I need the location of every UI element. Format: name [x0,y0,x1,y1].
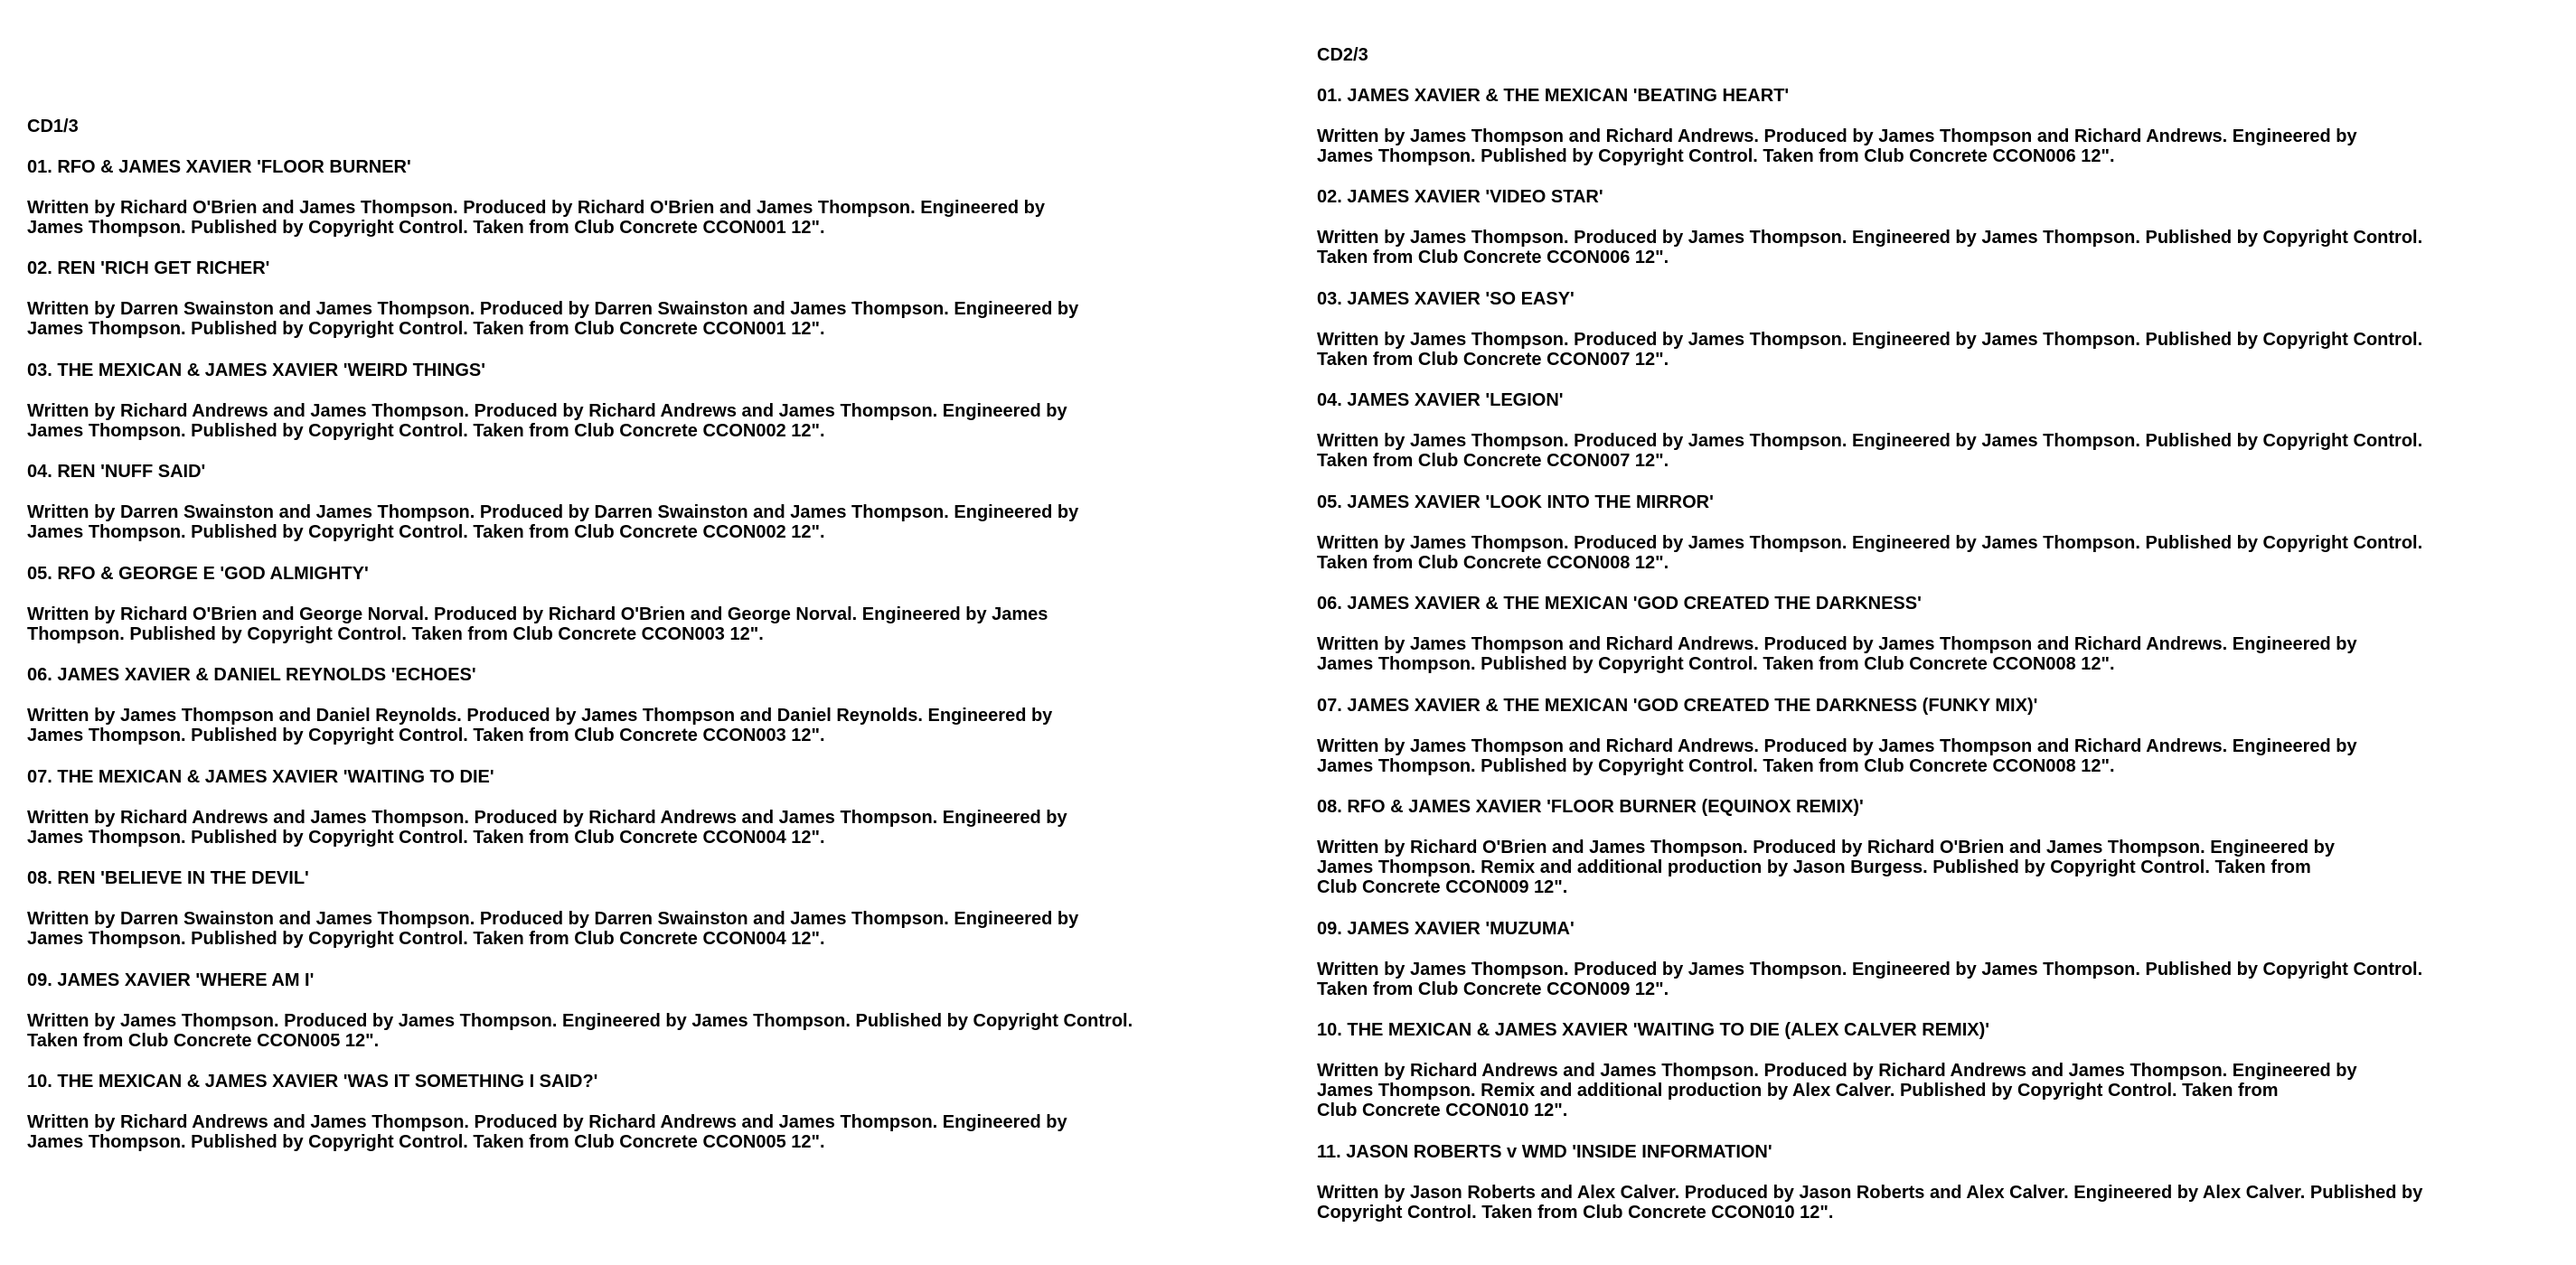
cd2-track-02-title: 02. JAMES XAVIER 'VIDEO STAR' [1317,187,1603,207]
credits-line: Written by Richard Andrews and James Thompson. Produced by Richard Andrews and James Thompson. Engineered by [27,1112,1067,1132]
credits-line: Written by Darren Swainston and James Thompson. Produced by Darren Swainston and James Thompson. Engineered by [27,299,1079,319]
credits-line: Written by Richard Andrews and James Thompson. Produced by Richard Andrews and James Thompson. Engineered by [27,808,1067,828]
cd1-track-10-credits [27,1112,1067,1152]
cd1-label: CD1/3 [27,117,79,136]
credits-line: James Thompson. Published by Copyright Control. Taken from Club Concrete CCON008 12". [1317,654,2115,674]
credits-line: James Thompson. Published by Copyright Control. Taken from Club Concrete CCON002 12". [27,522,825,542]
cd2-track-05-credits [1317,533,2422,573]
credits-line: Written by James Thompson and Daniel Reynolds. Produced by James Thompson and Daniel Reynolds. Engineered by [27,706,1053,726]
credits-line: James Thompson. Published by Copyright Control. Taken from Club Concrete CCON002 12". [27,421,825,441]
cd2-track-09-credits [1317,960,2422,999]
cd2-track-08-title: 08. RFO & JAMES XAVIER 'FLOOR BURNER (EQUINOX REMIX)' [1317,797,1864,817]
credits-line: Written by Jason Roberts and Alex Calver. Produced by Jason Roberts and Alex Calver. Engineered by Alex Calver. Published by [1317,1183,2423,1203]
credits-line: James Thompson. Published by Copyright Control. Taken from Club Concrete CCON001 12". [27,319,825,339]
cd2-track-01-credits [1317,126,2357,166]
cd1-track-10-title: 10. THE MEXICAN & JAMES XAVIER 'WAS IT SOMETHING I SAID?' [27,1072,598,1092]
credits-line: James Thompson. Published by Copyright Control. Taken from Club Concrete CCON008 12". [1317,756,2115,776]
credits-line: Taken from Club Concrete CCON005 12". [27,1031,380,1051]
credits-line: Taken from Club Concrete CCON007 12". [1317,350,1669,370]
cd2-track-07-credits [1317,736,2357,776]
cd1-track-09-credits [27,1011,1133,1051]
credits-line: Written by Richard O'Brien and James Thompson. Produced by Richard O'Brien and James Thompson. Engineered by [27,198,1046,218]
credits-line: Written by James Thompson and Richard Andrews. Produced by James Thompson and Richard Andrews. Engineered by [1317,736,2357,756]
cd1-track-06-credits [27,706,1052,745]
credits-line: James Thompson. Published by Copyright Control. Taken from Club Concrete CCON004 12". [27,929,825,949]
credits-line: James Thompson. Published by Copyright Control. Taken from Club Concrete CCON005 12". [27,1132,825,1152]
cd1-track-06-title: 06. JAMES XAVIER & DANIEL REYNOLDS 'ECHOES' [27,665,476,685]
cd2-track-08-credits [1317,838,2335,897]
credits-line: Written by Richard O'Brien and George Norval. Produced by Richard O'Brien and George Norval. Engineered by James [27,604,1048,624]
cd2-label: CD2/3 [1317,45,1368,65]
cd1-track-04-title: 04. REN 'NUFF SAID' [27,462,206,482]
credits-line: Club Concrete CCON009 12". [1317,877,1568,897]
credits-line: Taken from Club Concrete CCON006 12". [1317,248,1669,267]
cd2-track-05-title: 05. JAMES XAVIER 'LOOK INTO THE MIRROR' [1317,492,1714,512]
credits-line: Written by James Thompson. Produced by James Thompson. Engineered by James Thompson. Published by Copyright Control. [1317,330,2423,350]
credits-line: Written by Darren Swainston and James Thompson. Produced by Darren Swainston and James Thompson. Engineered by [27,909,1079,929]
credits-line: Club Concrete CCON010 12". [1317,1101,1568,1120]
credits-line: Taken from Club Concrete CCON008 12". [1317,553,1669,573]
credits-line: Written by James Thompson and Richard Andrews. Produced by James Thompson and Richard Andrews. Engineered by [1317,634,2357,654]
credits-line: James Thompson. Published by Copyright Control. Taken from Club Concrete CCON003 12". [27,726,825,745]
cd2-track-06-credits [1317,634,2357,674]
cd2-track-03-title: 03. JAMES XAVIER 'SO EASY' [1317,289,1575,309]
cd2-track-10-credits [1317,1061,2357,1120]
credits-line: Written by James Thompson. Produced by James Thompson. Engineered by James Thompson. Published by Copyright Control. [1317,228,2423,248]
credits-line: Written by Richard Andrews and James Thompson. Produced by Richard Andrews and James Thompson. Engineered by [27,401,1067,421]
cd1-track-08-title: 08. REN 'BELIEVE IN THE DEVIL' [27,868,309,888]
cd2-track-02-credits [1317,228,2422,267]
cd2-track-11-credits [1317,1183,2422,1223]
credits-line: Written by James Thompson. Produced by James Thompson. Engineered by James Thompson. Published by Copyright Control. [1317,533,2423,553]
credits-line: Thompson. Published by Copyright Control. Taken from Club Concrete CCON003 12". [27,624,764,644]
cd1-track-01-title: 01. RFO & JAMES XAVIER 'FLOOR BURNER' [27,157,411,177]
credits-line: Copyright Control. Taken from Club Concrete CCON010 12". [1317,1203,1834,1223]
cd2-track-01-title: 01. JAMES XAVIER & THE MEXICAN 'BEATING HEART' [1317,86,1790,106]
cd2-track-09-title: 09. JAMES XAVIER 'MUZUMA' [1317,919,1575,939]
credits-line: Taken from Club Concrete CCON007 12". [1317,451,1669,471]
cd2-track-07-title: 07. JAMES XAVIER & THE MEXICAN 'GOD CREATED THE DARKNESS (FUNKY MIX)' [1317,696,2038,716]
cd1-track-03-title: 03. THE MEXICAN & JAMES XAVIER 'WEIRD THINGS' [27,361,485,380]
cd1-track-02-credits [27,299,1078,339]
credits-line: James Thompson. Published by Copyright Control. Taken from Club Concrete CCON004 12". [27,828,825,848]
cd2-track-11-title: 11. JASON ROBERTS v WMD 'INSIDE INFORMATION' [1317,1142,1772,1162]
cd2-track-06-title: 06. JAMES XAVIER & THE MEXICAN 'GOD CREATED THE DARKNESS' [1317,594,1922,614]
cd1-track-04-credits [27,502,1078,542]
credits-line: Taken from Club Concrete CCON009 12". [1317,979,1669,999]
credits-line: James Thompson. Published by Copyright Control. Taken from Club Concrete CCON006 12". [1317,146,2115,166]
credits-line: James Thompson. Remix and additional production by Jason Burgess. Published by Copyright Control. Taken from [1317,857,2311,877]
cd1-track-05-title: 05. RFO & GEORGE E 'GOD ALMIGHTY' [27,564,369,584]
credits-line: Written by James Thompson and Richard Andrews. Produced by James Thompson and Richard Andrews. Engineered by [1317,126,2357,146]
credits-line: Written by Richard Andrews and James Thompson. Produced by Richard Andrews and James Thompson. Engineered by [1317,1061,2357,1081]
cd1-track-07-credits [27,808,1067,848]
cd1-track-05-credits [27,604,1048,644]
cd1-track-09-title: 09. JAMES XAVIER 'WHERE AM I' [27,970,315,990]
credits-line: Written by James Thompson. Produced by James Thompson. Engineered by James Thompson. Published by Copyright Control. [27,1011,1133,1031]
credits-line: Written by Darren Swainston and James Thompson. Produced by Darren Swainston and James Thompson. Engineered by [27,502,1079,522]
cd2-track-04-title: 04. JAMES XAVIER 'LEGION' [1317,390,1564,410]
credits-line: Written by James Thompson. Produced by James Thompson. Engineered by James Thompson. Published by Copyright Control. [1317,431,2423,451]
cd1-track-02-title: 02. REN 'RICH GET RICHER' [27,258,270,278]
cd2-track-04-credits [1317,431,2422,471]
credits-line: Written by Richard O'Brien and James Thompson. Produced by Richard O'Brien and James Thompson. Engineered by [1317,838,2336,857]
credits-line: James Thompson. Published by Copyright Control. Taken from Club Concrete CCON001 12". [27,218,825,238]
cd2-track-03-credits [1317,330,2422,370]
cd1-track-03-credits [27,401,1067,441]
cd2-track-10-title: 10. THE MEXICAN & JAMES XAVIER 'WAITING TO DIE (ALEX CALVER REMIX)' [1317,1020,1990,1040]
cd1-track-08-credits [27,909,1078,949]
credits-line: Written by James Thompson. Produced by James Thompson. Engineered by James Thompson. Published by Copyright Control. [1317,960,2423,979]
cd1-track-01-credits [27,198,1045,238]
credits-line: James Thompson. Remix and additional production by Alex Calver. Published by Copyright Control. Taken from [1317,1081,2279,1101]
cd1-track-07-title: 07. THE MEXICAN & JAMES XAVIER 'WAITING TO DIE' [27,767,494,787]
